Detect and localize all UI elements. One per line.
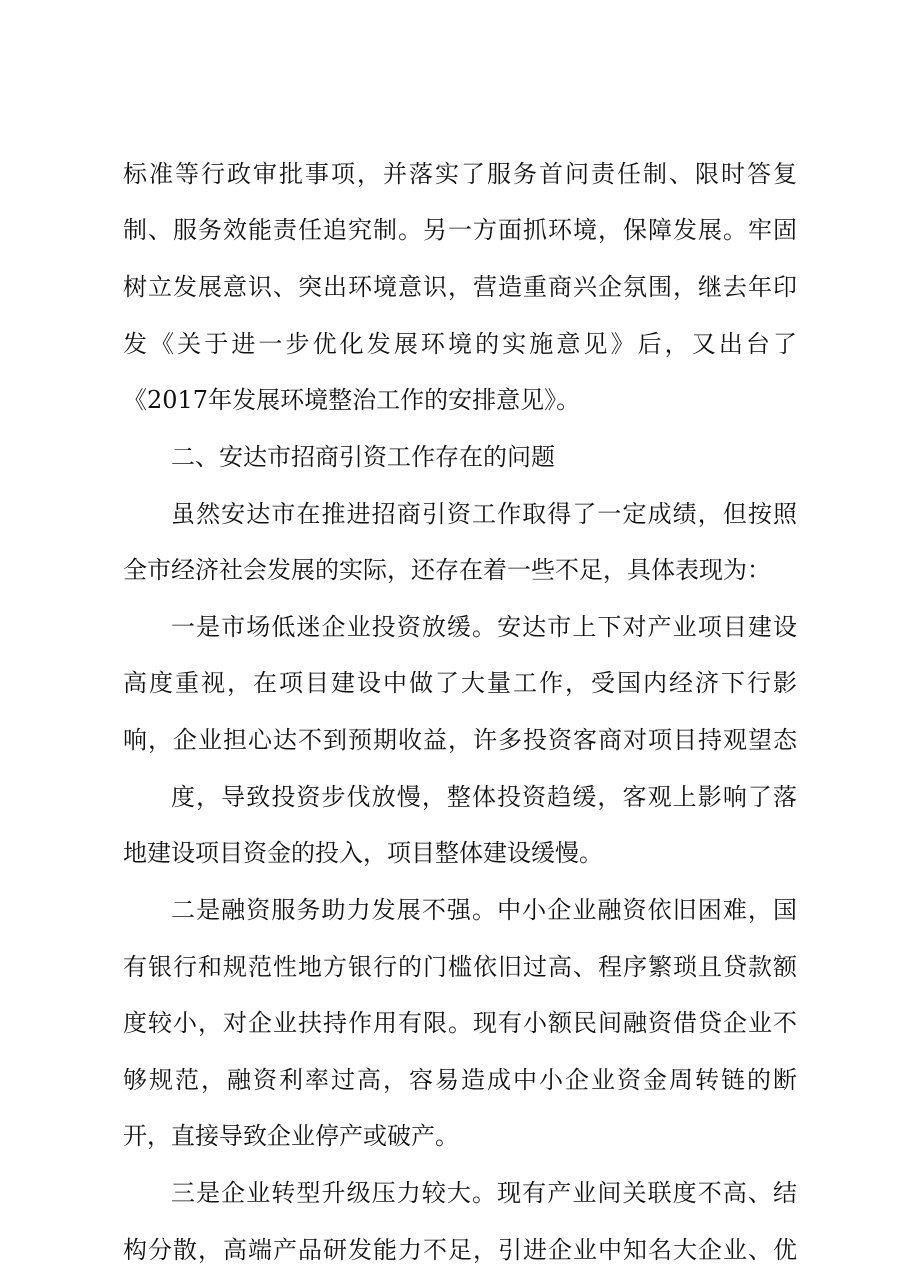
text-line: 标准等行政审批事项，并落实了服务首问责任制、限时答复 — [123, 160, 797, 188]
text-line: 一是市场低迷企业投资放缓。安达市上下对产业项目建设 — [171, 613, 797, 641]
text-line: 虽然安达市在推进招商引资工作取得了一定成绩，但按照 — [171, 500, 797, 528]
text-line: 全市经济社会发展的实际，还存在着一些不足，具体表现为： — [123, 556, 771, 584]
text-line: 《2017年发展环境整治工作的安排意见》。 — [123, 386, 581, 414]
text-line: 开，直接导致企业停产或破产。 — [123, 1122, 459, 1150]
text-line: 二是融资服务助力发展不强。中小企业融资依旧困难，国 — [171, 896, 797, 924]
text-line: 响，企业担心达不到预期收益，许多投资客商对项目持观望态 — [123, 726, 797, 754]
text-line: 三是企业转型升级压力较大。现有产业间关联度不高、结 — [171, 1179, 797, 1207]
text-line: 够规范，融资利率过高，容易造成中小企业资金周转链的断 — [123, 1066, 797, 1094]
text-line: 构分散，高端产品研发能力不足，引进企业中知名大企业、优 — [123, 1236, 797, 1264]
text-line: 度较小，对企业扶持作用有限。现有小额民间融资借贷企业不 — [123, 1009, 797, 1037]
text-line: 度，导致投资步伐放慢，整体投资趋缓，客观上影响了落 — [171, 783, 797, 811]
text-line: 有银行和规范性地方银行的门槛依旧过高、程序繁琐且贷款额 — [123, 953, 797, 981]
text-line: 树立发展意识、突出环境意识，营造重商兴企氛围，继去年印 — [123, 273, 797, 301]
text-line: 高度重视，在项目建设中做了大量工作，受国内经济下行影 — [123, 669, 797, 697]
text-line: 制、服务效能责任追究制。另一方面抓环境，保障发展。牢固 — [123, 216, 797, 244]
section-heading-text: 二、安达市招商引资工作存在的问题 — [171, 443, 555, 471]
text-line: 地建设项目资金的投入，项目整体建设缓慢。 — [123, 839, 603, 867]
text-line: 发《关于进一步优化发展环境的实施意见》后，又出台了 — [123, 330, 797, 358]
